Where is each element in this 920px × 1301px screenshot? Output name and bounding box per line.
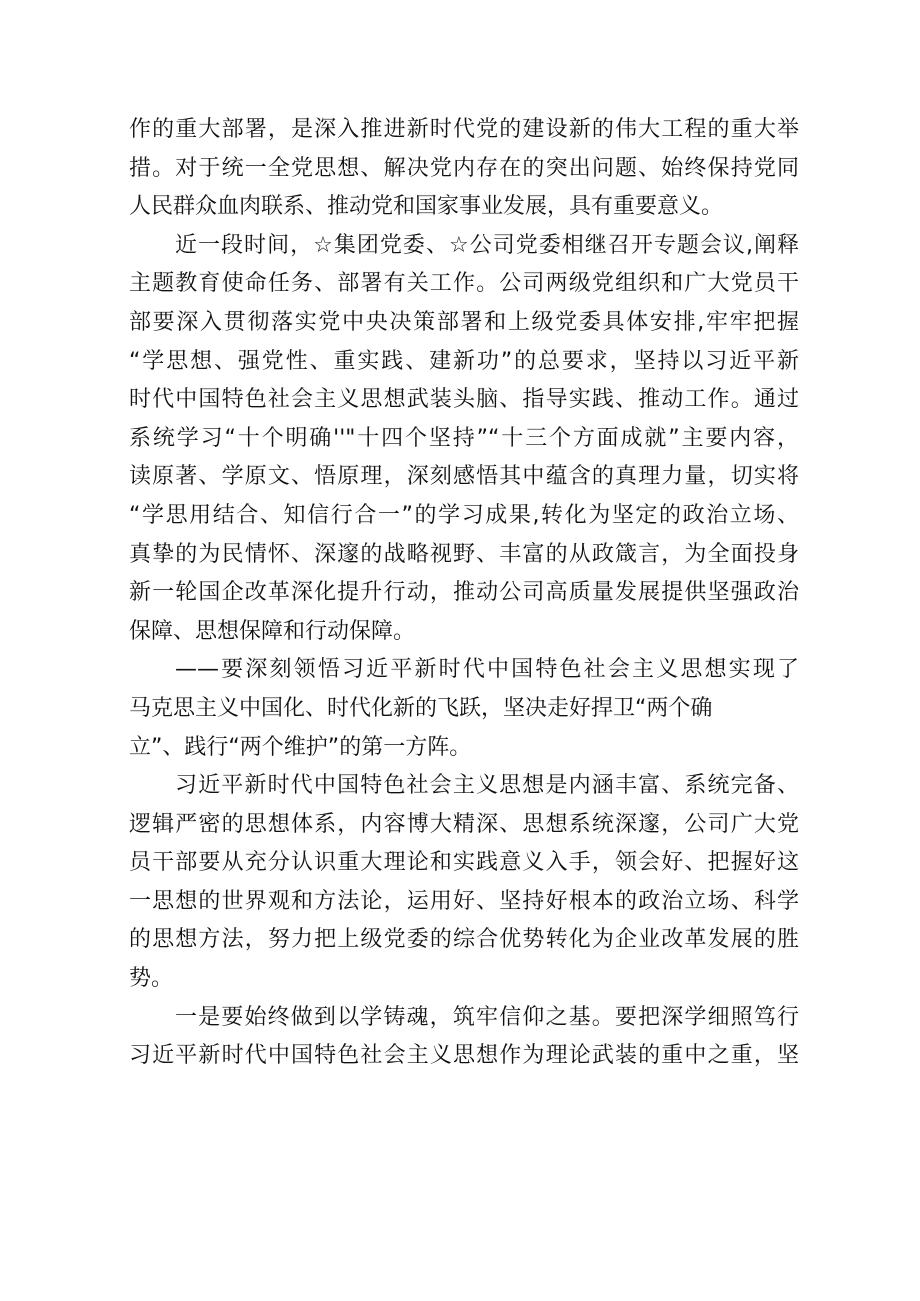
text-line: 真挚的为民情怀、深邃的战略视野、丰富的从政箴言，为全面投身	[129, 541, 799, 567]
text-line: 时代中国特色社会主义思想武装头脑、指导实践、推动工作。通过	[129, 387, 799, 413]
text-line: 员干部要从充分认识重大理论和实践意义入手，领会好、把握好这	[129, 850, 799, 876]
text-line: ——要深刻领悟习近平新时代中国特色社会主义思想实现了	[175, 657, 799, 683]
document-body	[129, 111, 799, 1076]
text-line: 人民群众血肉联系、推动党和国家事业发展，具有重要意义。	[129, 194, 724, 220]
text-line: 部要深入贯彻落实党中央决策部署和上级党委具体安排,牢牢把握	[129, 309, 799, 335]
text-line: 一思想的世界观和方法论，运用好、坚持好根本的政治立场、科学	[129, 888, 799, 914]
text-line: 立”、践行“两个维护”的第一方阵。	[129, 734, 472, 760]
text-line: 作的重大部署，是深入推进新时代党的建设新的伟大工程的重大举	[129, 117, 799, 142]
text-line: 新一轮国企改革深化提升行动，推动公司高质量发展提供坚强政治	[129, 580, 799, 606]
text-line: 逻辑严密的思想体系，内容博大精深、思想系统深邃，公司广大党	[129, 811, 799, 837]
text-line: 马克思主义中国化、时代化新的飞跃，坚决走好捍卫“两个确	[129, 695, 713, 721]
text-line: “学思用结合、知信行合一”的学习成果,转化为坚定的政治立场、	[129, 502, 799, 528]
text-line: 读原著、学原文、悟原理，深刻感悟其中蕴含的真理力量，切实将	[129, 464, 799, 490]
text-line: 的思想方法，努力把上级党委的综合优势转化为企业改革发展的胜	[129, 927, 799, 953]
text-line: 一是要始终做到以学铸魂，筑牢信仰之基。要把深学细照笃行	[175, 1004, 799, 1030]
text-line: 势。	[129, 966, 174, 992]
text-line: 习近平新时代中国特色社会主义思想作为理论武装的重中之重，坚	[129, 1043, 799, 1069]
text-line: “学思想、强党性、重实践、建新功”的总要求，坚持以习近平新	[129, 348, 799, 374]
text-line: 措。对于统一全党思想、解决党内存在的突出问题、始终保持党同	[129, 155, 799, 181]
text-line: 系统学习“十个明确''"十四个坚持”“十三个方面成就”主要内容，	[129, 425, 799, 451]
text-line: 近一段时间，☆集团党委、☆公司党委相继召开专题会议,阐释	[175, 232, 799, 258]
text-line: 习近平新时代中国特色社会主义思想是内涵丰富、系统完备、	[175, 773, 799, 799]
text-line: 主题教育使命任务、部署有关工作。公司两级党组织和广大党员干	[129, 271, 799, 297]
text-line: 保障、思想保障和行动保障。	[129, 618, 416, 644]
